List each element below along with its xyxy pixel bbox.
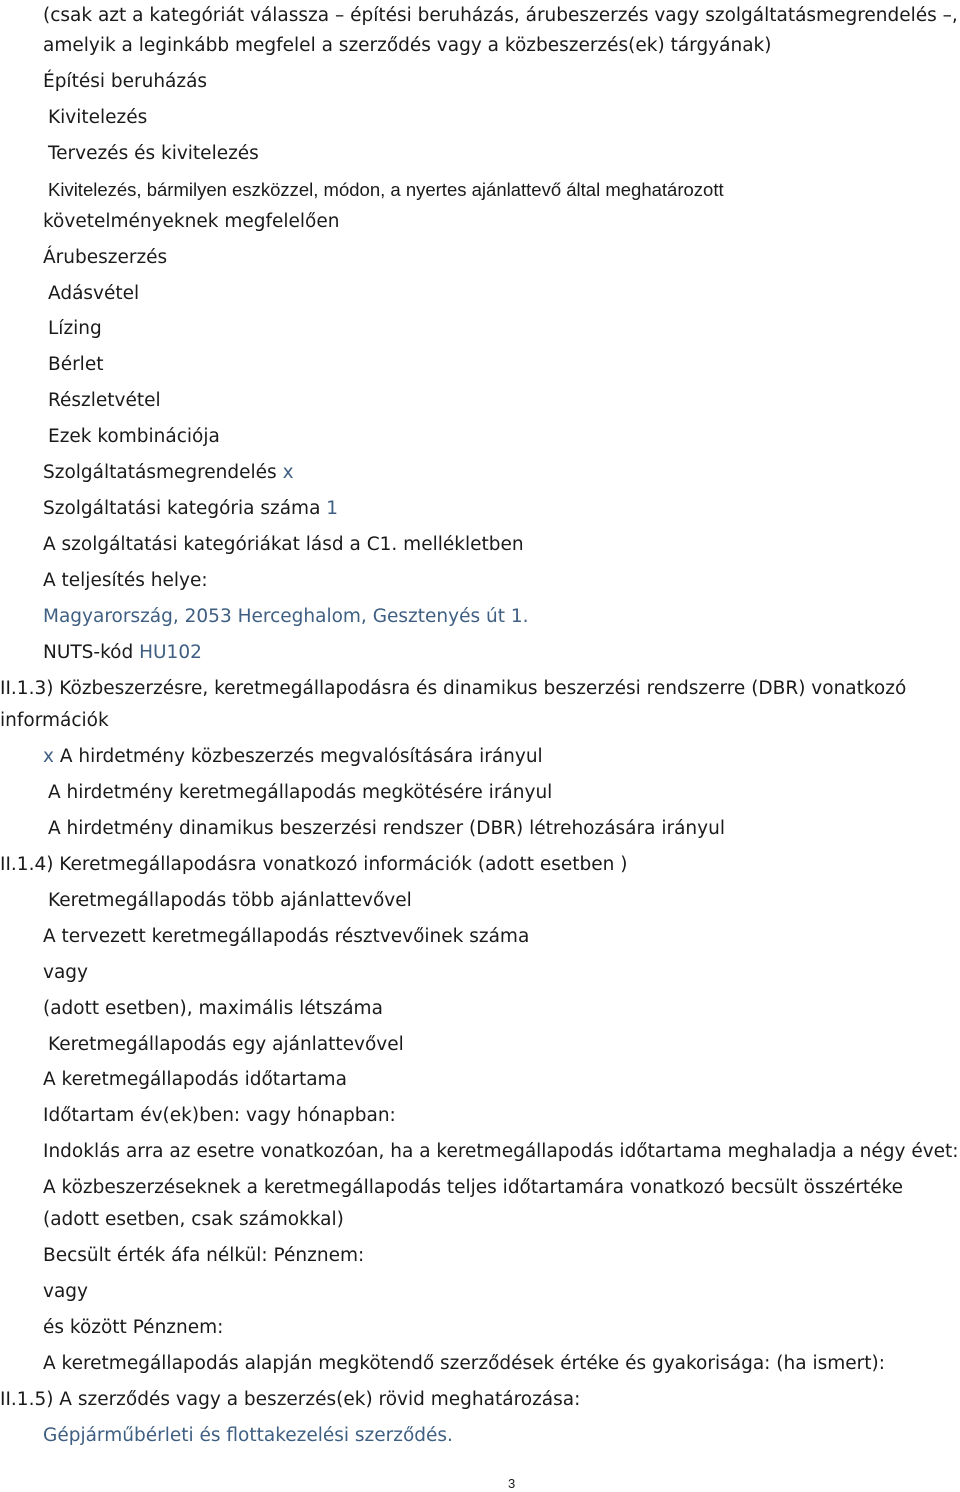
framework-duration-fields: Időtartam év(ek)ben: vagy hónapban:	[43, 1105, 396, 1126]
option-public-procurement: A hirdetmény közbeszerzés megvalósítására irányul	[59, 746, 543, 767]
section-113-heading: II.1.3) Közbeszerzésre, keretmegállapodásra és dinamikus beszerzési rendszerre (DBR) vonatkozó	[0, 678, 907, 699]
works-heading: Építési beruházás	[43, 71, 208, 92]
option-dynamic-purchasing-system: A hirdetmény dinamikus beszerzési rendszer (DBR) létrehozására irányul	[48, 818, 725, 839]
framework-contract-frequency: A keretmegállapodás alapján megkötendő szerződések értéke és gyakorisága: (ha ismert):	[43, 1353, 885, 1374]
framework-estimated-value: Becsült érték áfa nélkül: Pénznem:	[43, 1245, 365, 1266]
framework-total-value-note: (adott esetben, csak számokkal)	[43, 1209, 344, 1230]
section-113-heading-cont: információk	[0, 710, 109, 731]
category-instruction-line1: (csak azt a kategóriát válassza – építési beruházás, árubeszerzés vagy szolgáltatásmegrendelés –,	[43, 5, 958, 26]
place-value: Magyarország, 2053 Herceghalom, Gesztenyés út 1.	[43, 606, 529, 627]
service-category-row	[43, 497, 338, 521]
supplies-option-rental: Bérlet	[48, 354, 104, 375]
section-115-heading: II.1.5) A szerződés vagy a beszerzés(ek) rövid meghatározása:	[0, 1389, 581, 1410]
framework-range-value: és között Pénznem:	[43, 1317, 224, 1338]
works-option-any-means-cont: követelményeknek megfelelően	[43, 211, 340, 232]
works-option-any-means: Kivitelezés, bármilyen eszközzel, módon, a nyertes ajánlattevő által meghatározott	[48, 179, 724, 200]
place-label: A teljesítés helye:	[43, 570, 208, 591]
services-label: Szolgáltatásmegrendelés	[43, 462, 277, 483]
works-option-design-execution: Tervezés és kivitelezés	[48, 143, 259, 164]
services-selected-mark: x	[282, 462, 294, 483]
framework-or-2: vagy	[43, 1281, 88, 1302]
nuts-row	[43, 641, 202, 665]
framework-total-value-label: A közbeszerzéseknek a keretmegállapodás teljes időtartamára vonatkozó becsült összértéke	[43, 1177, 904, 1198]
framework-duration-label: A keretmegállapodás időtartama	[43, 1069, 347, 1090]
services-row	[43, 461, 294, 485]
framework-or-1: vagy	[43, 962, 88, 983]
framework-max-number: (adott esetben), maximális létszáma	[43, 998, 383, 1019]
public-procurement-selected-mark: x	[43, 746, 54, 767]
page-number: 3	[508, 1476, 516, 1491]
option-public-procurement-row	[43, 745, 543, 769]
section-114-heading: II.1.4) Keretmegállapodásra vonatkozó információk (adott esetben )	[0, 854, 628, 875]
category-instruction-line2: amelyik a leginkább megfelel a szerződés vagy a közbeszerzés(ek) tárgyának)	[43, 35, 772, 56]
supplies-option-hire-purchase: Részletvétel	[48, 390, 161, 411]
service-category-label: Szolgáltatási kategória száma	[43, 498, 321, 519]
contract-short-description: Gépjárműbérleti és flottakezelési szerződés.	[43, 1425, 453, 1446]
supplies-option-purchase: Adásvétel	[48, 283, 140, 304]
service-annex-note: A szolgáltatási kategóriákat lásd a C1. mellékletben	[43, 534, 524, 555]
supplies-option-lease: Lízing	[48, 318, 102, 339]
framework-single-operator: Keretmegállapodás egy ajánlattevővel	[48, 1034, 404, 1055]
supplies-heading: Árubeszerzés	[43, 247, 168, 268]
service-category-value: 1	[326, 498, 339, 519]
framework-duration-justification: Indoklás arra az esetre vonatkozóan, ha a keretmegállapodás időtartama meghaladja a négy évet:	[43, 1141, 959, 1162]
nuts-value: HU102	[139, 642, 202, 663]
framework-multiple-operators: Keretmegállapodás több ajánlattevővel	[48, 890, 412, 911]
option-framework-agreement: A hirdetmény keretmegállapodás megkötésére irányul	[48, 782, 553, 803]
framework-planned-participants: A tervezett keretmegállapodás résztvevőinek száma	[43, 926, 530, 947]
works-option-execution: Kivitelezés	[48, 107, 148, 128]
supplies-option-combination: Ezek kombinációja	[48, 426, 220, 447]
nuts-label: NUTS-kód	[43, 642, 134, 663]
